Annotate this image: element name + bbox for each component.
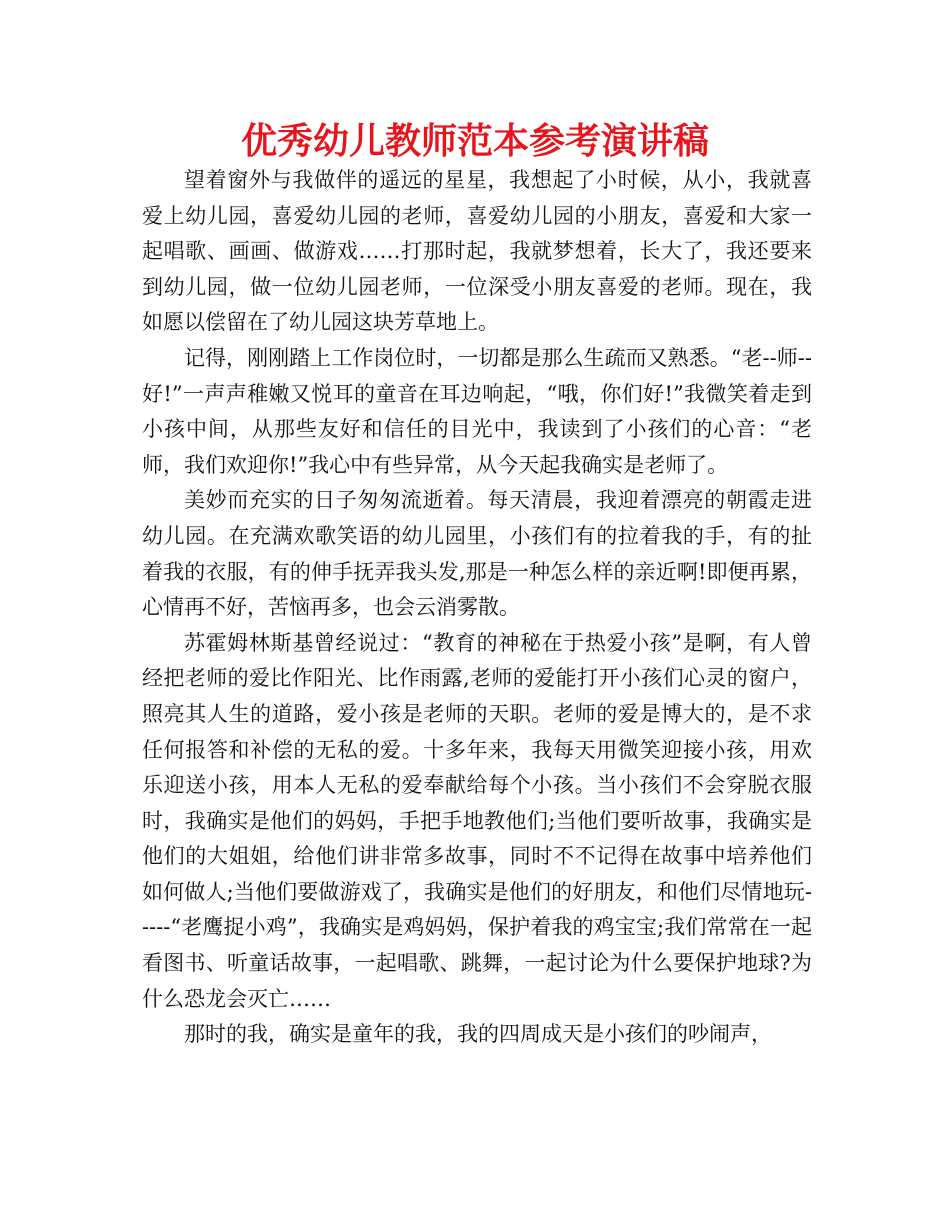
document-body (142, 163, 812, 1053)
document-title: 优秀幼儿教师范本参考演讲稿 (240, 121, 709, 162)
paragraph-5: 那时的我，确实是童年的我，我的四周成天是小孩们的吵闹声， (184, 1022, 772, 1047)
paragraph-3: 美妙而充实的日子匆匆流逝着。每天清晨，我迎着漂亮的朝霞走进幼儿园。在充满欢歌笑语的幼儿园里，小孩们有的拉着我的手，有的扯着我的衣服，有的伸手抚弄我头发,那是一种怎么样的亲近啊!即便再累，心情再不好，苦恼再多，也会云消雾散。 (142, 488, 812, 620)
paragraph-2: 记得，刚刚踏上工作岗位时，一切都是那么生疏而又熟悉。“老--师--好!”一声声稚嫩又悦耳的童音在耳边响起，“哦，你们好!”我微笑着走到小孩中间，从那些友好和信任的目光中，我读到了小孩们的心音：“老师，我们欢迎你!”我心中有些异常，从今天起我确实是老师了。 (142, 345, 812, 477)
paragraph-1: 望着窗外与我做伴的遥远的星星，我想起了小时候，从小，我就喜爱上幼儿园，喜爱幼儿园的老师，喜爱幼儿园的小朋友，喜爱和大家一起唱歌、画画、做游戏……打那时起，我就梦想着，长大了，我还要来到幼儿园，做一位幼儿园老师，一位深受小朋友喜爱的老师。现在，我如愿以偿留在了幼儿园这块芳草地上。 (142, 168, 812, 335)
paragraph-4: 苏霍姆林斯基曾经说过：“教育的神秘在于热爱小孩”是啊，有人曾经把老师的爱比作阳光、比作雨露,老师的爱能打开小孩们心灵的窗户，照亮其人生的道路，爱小孩是老师的天职。老师的爱是博大的，是不求任何报答和补偿的无私的爱。十多年来，我每天用微笑迎接小孩，用欢乐迎送小孩，用本人无私的爱奉献给每个小孩。当小孩们不会穿脱衣服时，我确实是他们的妈妈，手把手地教他们;当他们要听故事，我确实是他们的大姐姐，给他们讲非常多故事，同时不不记得在故事中培养他们如何做人;当他们要做游戏了，我确实是他们的好朋友，和他们尽情地玩-----“老鹰捉小鸡”，我确实是鸡妈妈，保护着我的鸡宝宝;我们常常在一起看图书、听童话故事，一起唱歌、跳舞，一起讨论为什么要保护地球?为什么恐龙会灭亡…… (142, 630, 812, 1011)
